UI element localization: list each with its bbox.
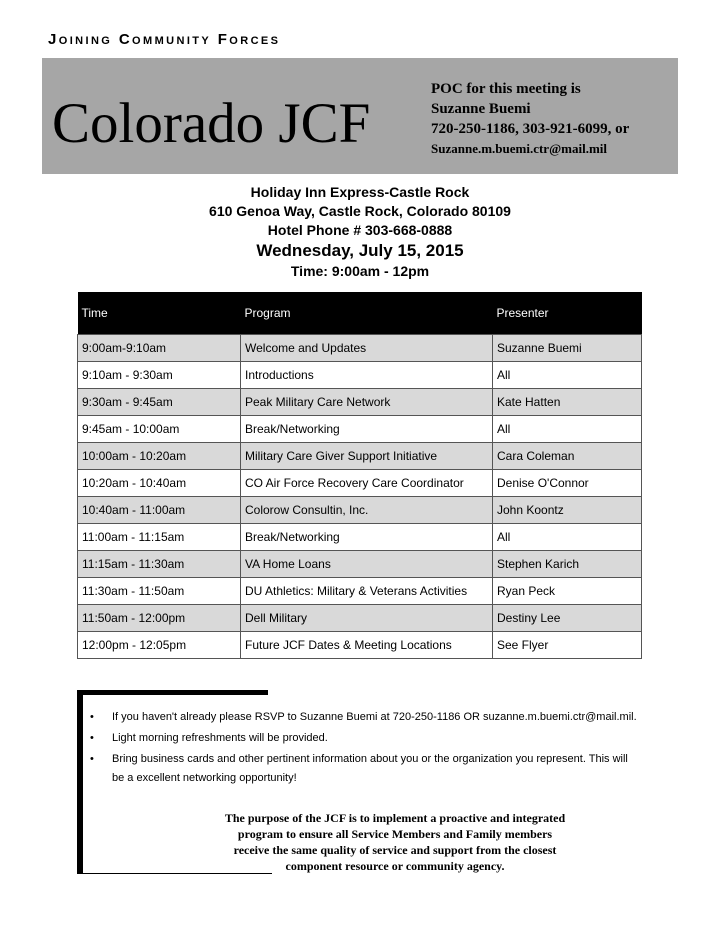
row-time: 9:30am - 9:45am	[78, 389, 241, 416]
row-presenter: All	[493, 362, 642, 389]
note-text: If you haven't already please RSVP to Suzanne Buemi at 720-250-1186 OR suzanne.m.buemi.ctr@mail.mil.	[112, 711, 637, 723]
poc-line-2: Suzanne Buemi	[431, 101, 531, 117]
row-time: 11:00am - 11:15am	[78, 524, 241, 551]
notes-frame-left	[77, 690, 83, 874]
list-item	[90, 729, 640, 748]
row-time: 10:20am - 10:40am	[78, 470, 241, 497]
poc-email: Suzanne.m.buemi.ctr@mail.mil	[431, 141, 608, 156]
agenda-row	[78, 362, 642, 389]
row-time: 9:45am - 10:00am	[78, 416, 241, 443]
row-presenter: John Koontz	[493, 497, 642, 524]
row-program: CO Air Force Recovery Care Coordinator	[241, 470, 493, 497]
agenda-row	[78, 416, 642, 443]
row-time: 10:40am - 11:00am	[78, 497, 241, 524]
row-program: DU Athletics: Military & Veterans Activities	[241, 578, 493, 605]
agenda-row	[78, 524, 642, 551]
row-program: Colorow Consultin, Inc.	[241, 497, 493, 524]
row-presenter: See Flyer	[493, 632, 642, 659]
venue-phone: Hotel Phone # 303-668-0888	[267, 222, 453, 238]
row-program: Dell Military	[241, 605, 493, 632]
column-header-time: Time	[78, 292, 241, 335]
note-text: Light morning refreshments will be provided.	[112, 732, 328, 744]
agenda-row	[78, 632, 642, 659]
row-program: Military Care Giver Support Initiative	[241, 443, 493, 470]
row-program: Break/Networking	[241, 524, 493, 551]
venue-address: 610 Genoa Way, Castle Rock, Colorado 80109	[209, 203, 511, 219]
poc-line-1: POC for this meeting is	[431, 81, 581, 97]
agenda-row	[78, 578, 642, 605]
row-presenter: Cara Coleman	[493, 443, 642, 470]
row-time: 12:00pm - 12:05pm	[78, 632, 241, 659]
notes-frame-top	[77, 690, 268, 695]
title-banner	[42, 58, 678, 174]
row-time: 11:50am - 12:00pm	[78, 605, 241, 632]
row-presenter: All	[493, 524, 642, 551]
row-program: Welcome and Updates	[241, 335, 493, 362]
meeting-date: Wednesday, July 15, 2015	[256, 241, 464, 260]
column-header-program: Program	[241, 292, 493, 335]
bullet-icon: •	[90, 732, 94, 744]
row-program: Peak Military Care Network	[241, 389, 493, 416]
meeting-time: Time: 9:00am - 12pm	[290, 263, 430, 279]
list-item	[90, 708, 640, 727]
purpose-line-1: The purpose of the JCF is to implement a proactive and integrated	[224, 811, 566, 825]
row-presenter: Suzanne Buemi	[493, 335, 642, 362]
row-time: 11:15am - 11:30am	[78, 551, 241, 578]
notes-list	[90, 708, 640, 790]
banner-title: Colorado JCF	[52, 92, 371, 155]
row-program: Future JCF Dates & Meeting Locations	[241, 632, 493, 659]
list-item	[90, 750, 640, 788]
poc-line-3: 720-250-1186, 303-921-6099, or	[431, 121, 630, 137]
row-program: VA Home Loans	[241, 551, 493, 578]
agenda-table	[77, 292, 642, 659]
row-program: Introductions	[241, 362, 493, 389]
agenda-row	[78, 443, 642, 470]
row-presenter: Kate Hatten	[493, 389, 642, 416]
agenda-row	[78, 335, 642, 362]
row-presenter: Stephen Karich	[493, 551, 642, 578]
row-time: 10:00am - 10:20am	[78, 443, 241, 470]
row-time: 9:00am-9:10am	[78, 335, 241, 362]
bullet-icon: •	[90, 711, 94, 723]
column-header-presenter: Presenter	[493, 292, 642, 335]
venue-info	[0, 183, 720, 281]
poc-contact	[431, 79, 671, 159]
agenda-header-row	[78, 292, 642, 335]
purpose-statement	[200, 810, 590, 874]
agenda-row	[78, 605, 642, 632]
purpose-line-3: receive the same quality of service and support from the closest	[233, 843, 557, 857]
note-text: Bring business cards and other pertinent information about you or the organization you represent. This will be a excellent networking opportunity!	[112, 753, 628, 784]
row-time: 9:10am - 9:30am	[78, 362, 241, 389]
agenda-row	[78, 470, 642, 497]
purpose-line-2: program to ensure all Service Members and Family members	[237, 827, 553, 841]
row-time: 11:30am - 11:50am	[78, 578, 241, 605]
row-presenter: Denise O'Connor	[493, 470, 642, 497]
page-header-label: Joining Community Forces	[48, 31, 281, 48]
purpose-line-4: component resource or community agency.	[285, 859, 505, 873]
agenda-row	[78, 497, 642, 524]
row-program: Break/Networking	[241, 416, 493, 443]
agenda-row	[78, 551, 642, 578]
agenda-row	[78, 389, 642, 416]
row-presenter: All	[493, 416, 642, 443]
row-presenter: Destiny Lee	[493, 605, 642, 632]
venue-name: Holiday Inn Express-Castle Rock	[250, 184, 470, 200]
row-presenter: Ryan Peck	[493, 578, 642, 605]
bullet-icon: •	[90, 753, 94, 765]
